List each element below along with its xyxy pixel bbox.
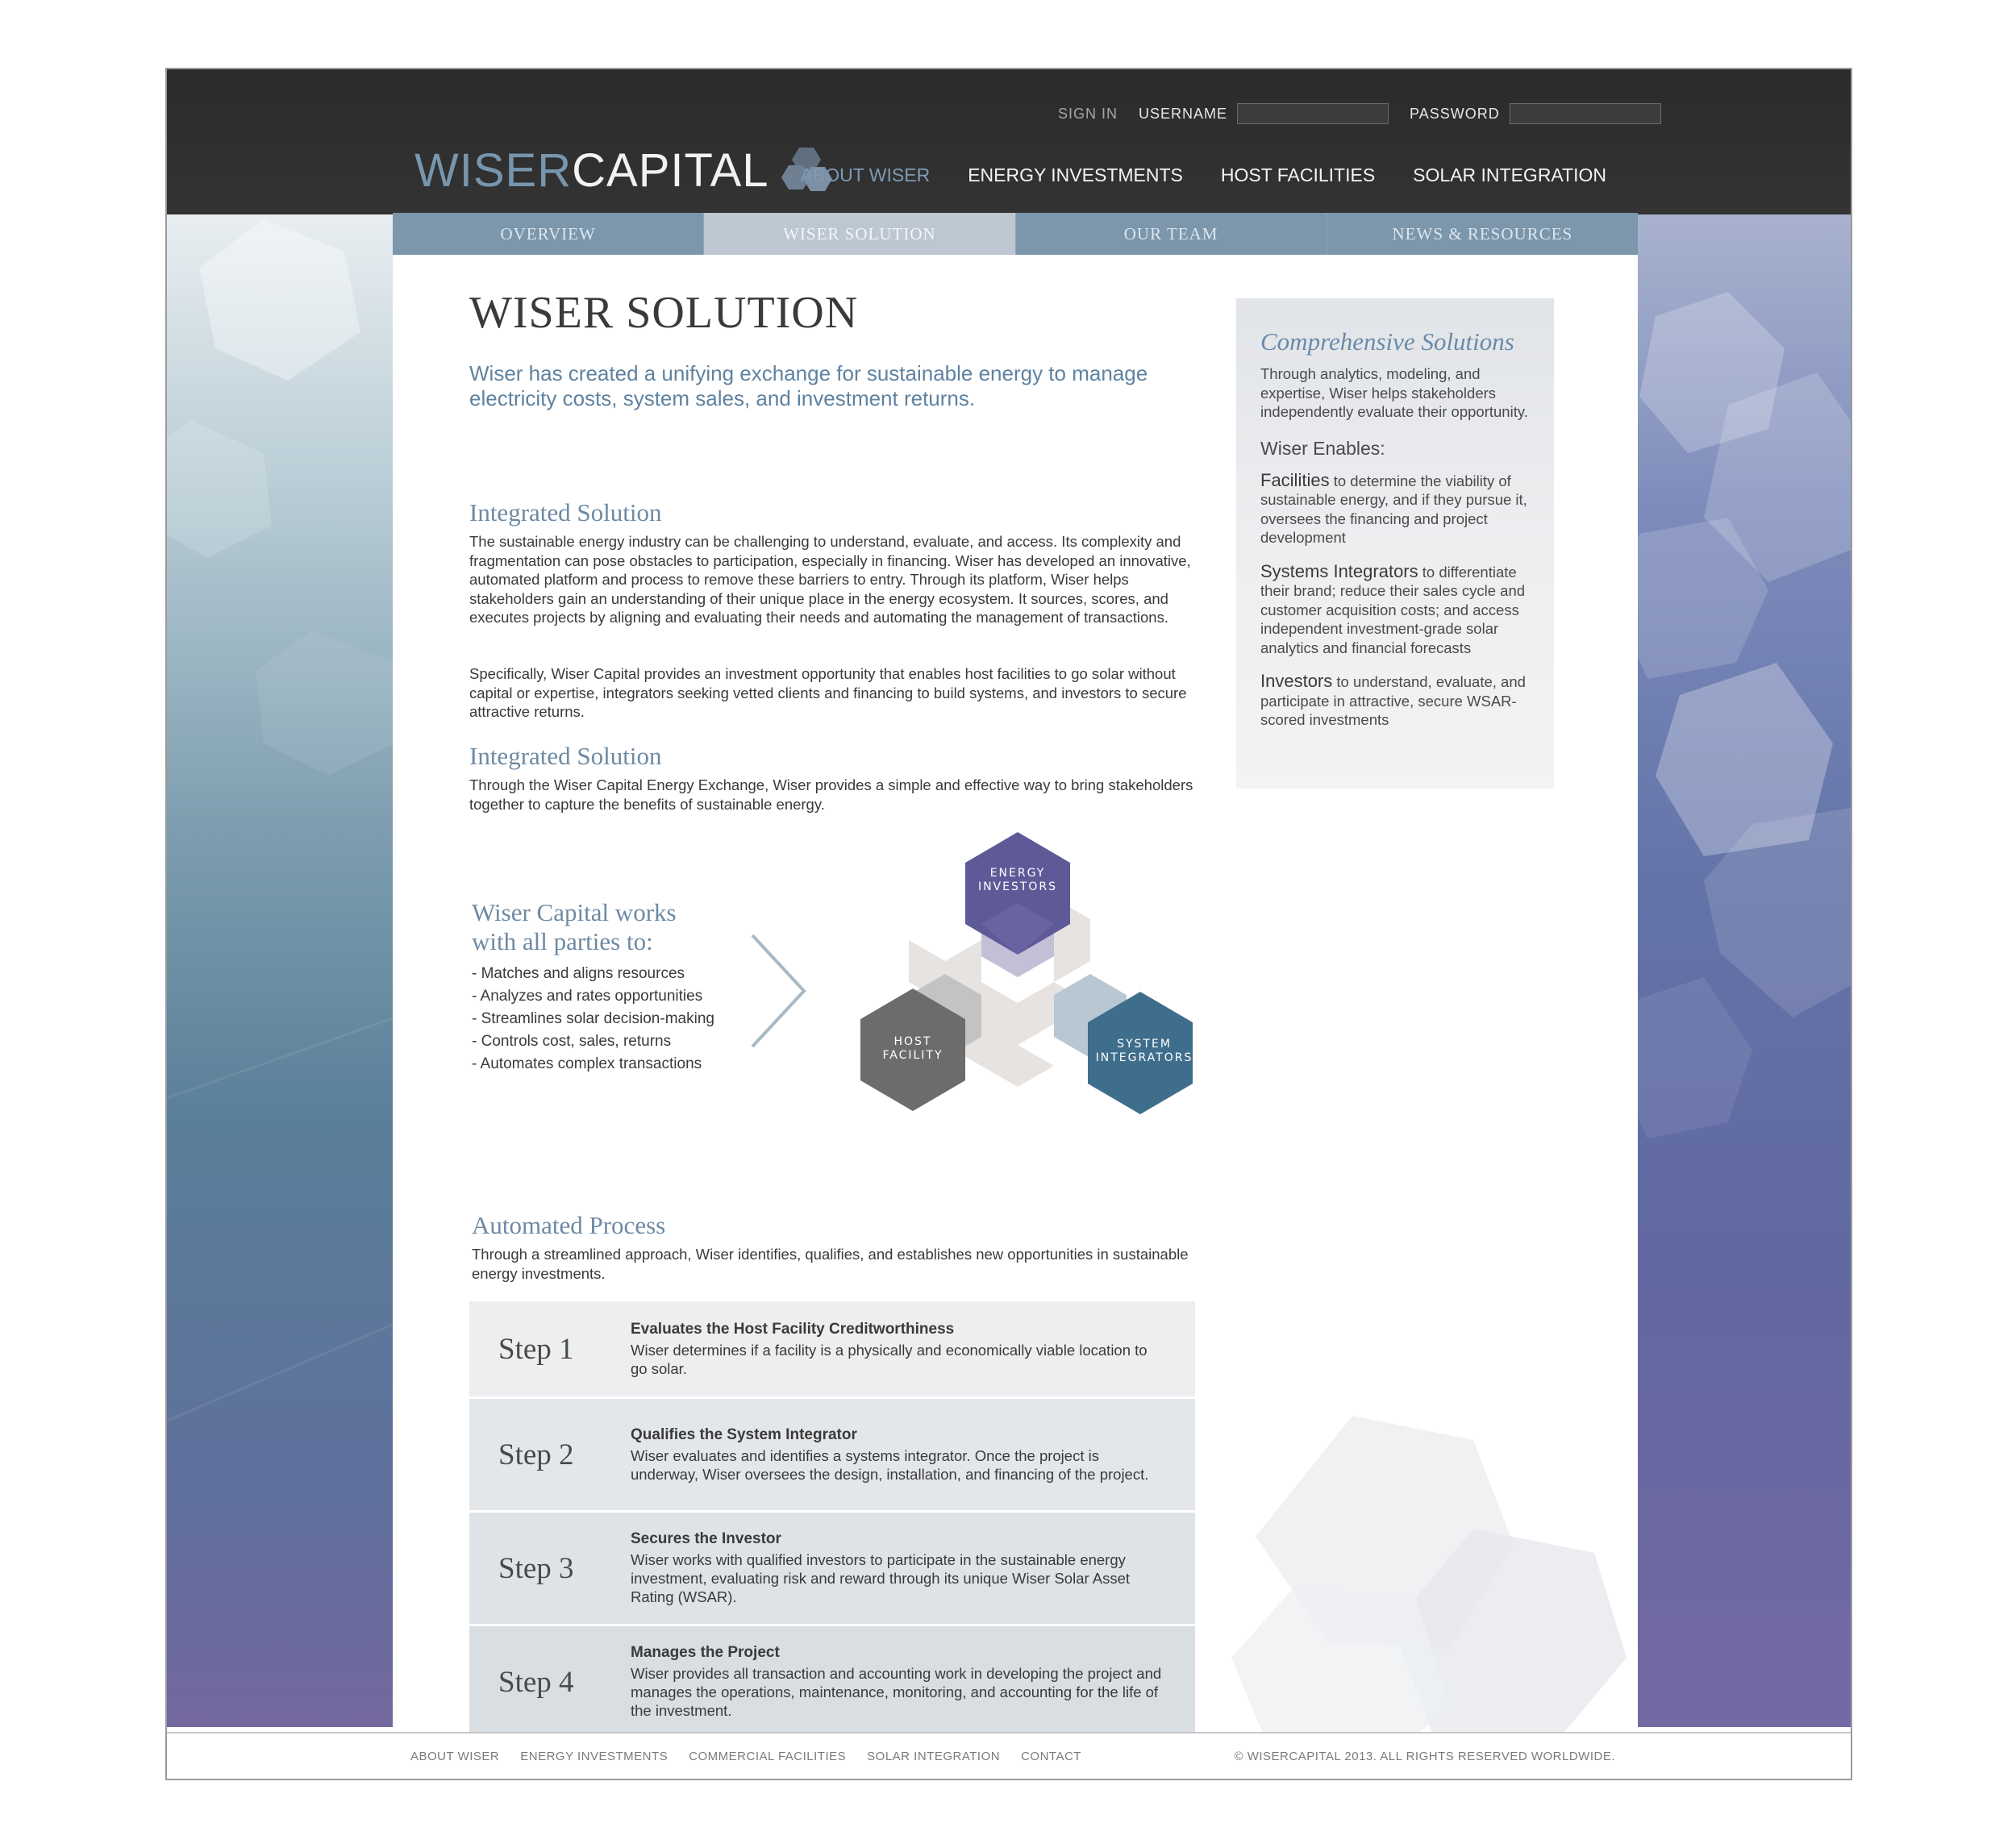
step-title: Manages the Project [631,1644,780,1661]
tab-wiser-solution[interactable]: WISER SOLUTION [704,213,1015,255]
nav-energy-investments[interactable]: ENERGY INVESTMENTS [968,164,1183,185]
password-label: PASSWORD [1410,105,1500,122]
footer-link-contact[interactable]: CONTACT [1021,1750,1081,1763]
sub-navigation [393,213,1638,255]
automated-process-heading: Automated Process [472,1211,666,1239]
footer-link-energy-investments[interactable]: ENERGY INVESTMENTS [520,1750,669,1763]
list-item: - Matches and aligns resources [472,965,685,982]
username-label: USERNAME [1139,105,1228,122]
list-item: - Controls cost, sales, returns [472,1033,672,1050]
integrated-solution-heading: Integrated Solution [469,498,662,527]
step-label: Step 1 [498,1332,574,1366]
list-item: - Streamlines solar decision-making [472,1010,714,1027]
step-description [631,1530,1195,1606]
works-heading-line-2: with all parties to: [472,927,653,955]
table-row [469,1301,1195,1399]
hexagon-pattern-right [1631,211,1851,1727]
logo-wiser-text: WISER [414,144,573,197]
sidebar-item-systems-integrators [1260,562,1530,658]
works-with-heading [472,898,677,956]
works-with-list [472,963,714,1076]
page-frame [165,68,1852,1780]
works-heading-line-1: Wiser Capital works [472,898,677,926]
comprehensive-solutions-sidebar [1236,298,1554,789]
list-item: - Automates complex transactions [472,1055,702,1072]
nav-host-facilities[interactable]: HOST FACILITIES [1220,164,1376,185]
sidebar-item-text: to understand, evaluate, and participate in attractive, secure WSAR-scored investments [1260,673,1526,728]
step-description [631,1426,1195,1484]
sidebar-item-term: Investors [1260,671,1333,691]
sidebar-item-term: Systems Integrators [1260,560,1418,581]
step-label: Step 3 [498,1551,574,1585]
step-description [631,1644,1195,1720]
integrated-solution-paragraph-1: The sustainable energy industry can be challenging to understand, evaluate, and access. Its complexity and fragmentation can pose obstacles to participation, especially in financing. Wiser has developed an innovative, automated platform and process to remove these barriers to entry. Through its platform, Wiser helps stakeholders gain an understanding of their unique place in the energy ecosystem. It sources, scores, and executes projects by aligning and evaluating their needs and automating the management of transactions. [469,533,1191,626]
list-item: - Analyzes and rates opportunities [472,988,703,1005]
step-label: Step 4 [498,1665,574,1699]
background-right-panel [1631,211,1851,1727]
step-title: Secures the Investor [631,1530,781,1547]
main-navigation [801,164,1606,186]
stakeholder-hexagon-diagram [836,818,1207,1156]
automated-process-paragraph: Through a streamlined approach, Wiser identifies, qualifies, and establishes new opportunities in sustainable energy investments. [472,1246,1189,1282]
diagram-label-investors-2: INVESTORS [977,880,1058,893]
sidebar-item-text: to determine the viability of sustainable energy, and if they pursue it, oversees the financing and project development [1260,472,1527,546]
site-header [167,69,1851,214]
site-footer [167,1732,1851,1780]
integrated-solution-heading-2: Integrated Solution [469,742,662,770]
wiser-enables-heading: Wiser Enables: [1260,437,1385,459]
password-input[interactable] [1510,103,1661,124]
lead-text: Wiser has created a unifying exchange for sustainable energy to manage electricity costs, system sales, and investment returns. [469,361,1148,410]
sidebar-intro: Through analytics, modeling, and expertise, Wiser helps stakeholders independently evaluate their opportunity. [1260,365,1528,420]
nav-about-wiser[interactable]: ABOUT WISER [800,164,931,185]
diagram-label-integrators-1: SYSTEM [1117,1038,1172,1051]
copyright-text: © WISERCAPITAL 2013. ALL RIGHTS RESERVED WORLDWIDE. [1234,1750,1615,1763]
logo-capital-text: CAPITAL [572,144,769,197]
table-row [469,1626,1195,1740]
diagram-label-host-2: FACILITY [882,1049,943,1062]
tab-news-resources[interactable]: NEWS & RESOURCES [1327,213,1638,255]
diagram-label-investors-1: ENERGY [989,867,1046,880]
footer-link-solar-integration[interactable]: SOLAR INTEGRATION [867,1750,1001,1763]
footer-link-about-wiser[interactable]: ABOUT WISER [410,1750,500,1763]
content-panel [393,255,1638,1735]
sidebar-item-facilities [1260,471,1530,547]
sidebar-item-term: Facilities [1260,469,1330,490]
step-title: Qualifies the System Integrator [631,1426,857,1443]
step-title: Evaluates the Host Facility Creditworthiness [631,1320,955,1338]
table-row [469,1513,1195,1626]
sidebar-item-investors [1260,672,1530,730]
process-steps-table [469,1301,1195,1740]
signin-form [1058,102,1661,126]
step-text: Wiser determines if a facility is a physically and economically viable location to go solar. [631,1341,1148,1377]
step-label: Step 2 [498,1438,574,1471]
footer-links [410,1750,1081,1763]
tab-overview[interactable]: OVERVIEW [393,213,704,255]
chevron-right-icon [748,930,812,1051]
diagram-label-integrators-2: INTEGRATORS [1095,1051,1193,1064]
background-left-panel [167,211,394,1727]
nav-solar-integration[interactable]: SOLAR INTEGRATION [1413,164,1606,185]
step-text: Wiser provides all transaction and accounting work in developing the project and manages the operations, maintenance, monitoring, and accounting for the life of the investment. [631,1665,1162,1719]
step-text: Wiser evaluates and identifies a systems integrator. Once the project is underway, Wiser oversees the design, installation, and financing of the project. [631,1446,1149,1483]
wisercapital-logo[interactable] [414,144,834,198]
footer-link-commercial-facilities[interactable]: COMMERCIAL FACILITIES [689,1750,847,1763]
table-row [469,1399,1195,1513]
step-description [631,1321,1195,1378]
diagram-label-host-1: HOST [893,1035,932,1048]
sidebar-item-text: to differentiate their brand; reduce their sales cycle and customer acquisition costs; and access independent investment-grade solar analytics and financial forecasts [1260,563,1526,656]
tab-our-team[interactable]: OUR TEAM [1016,213,1327,255]
integrated-solution-paragraph-2: Specifically, Wiser Capital provides an investment opportunity that enables host facilities to go solar without capital or expertise, integrators seeking vetted clients and financing to build systems, and investors to secure attractive returns. [469,665,1187,720]
hexagon-watermark [1231,1416,1638,1735]
page-title: WISER SOLUTION [469,288,859,338]
sidebar-title: Comprehensive Solutions [1260,327,1514,356]
step-text: Wiser works with qualified investors to participate in the sustainable energy investment, evaluating risk and reward through its unique Wiser Solar Asset Rating (WSAR). [631,1551,1131,1605]
hexagon-pattern-left [167,211,394,1727]
signin-label: SIGN IN [1058,105,1118,122]
energy-exchange-paragraph: Through the Wiser Capital Energy Exchange, Wiser provides a simple and effective way to bring stakeholders together to capture the benefits of sustainable energy. [469,776,1193,813]
username-input[interactable] [1237,103,1389,124]
